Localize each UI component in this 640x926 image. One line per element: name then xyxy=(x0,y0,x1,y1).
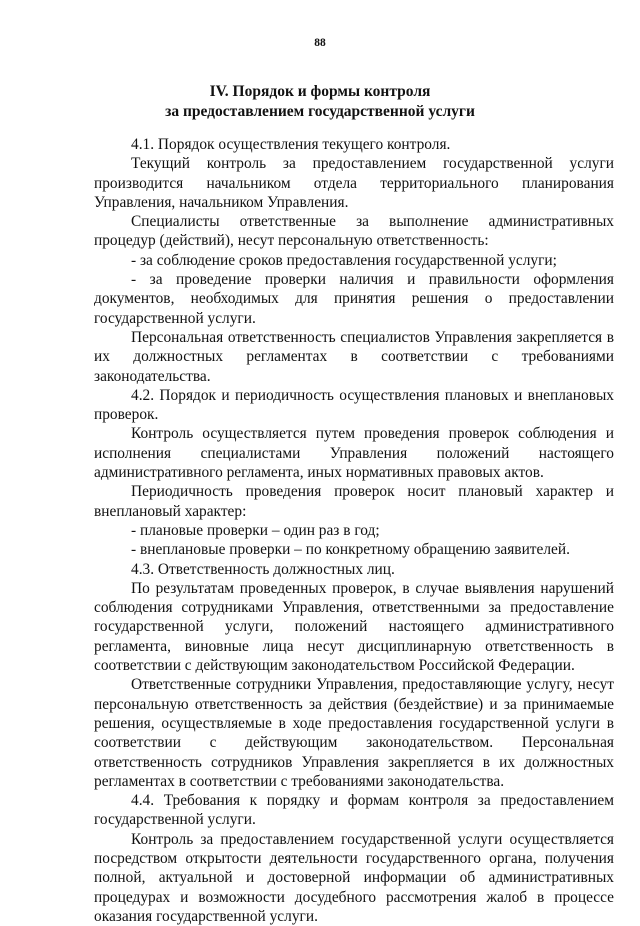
paragraph: Контроль за предоставлением государственной услуги осуществляется посредством открытости деятельности государственного органа, получения полной, актуальной и достоверной информации об административных процедурах и возможности досудебного рассмотрения жалоб в процессе оказания государственной услуги. xyxy=(94,830,614,925)
paragraph-4-2-heading: 4.2. Порядок и периодичность осуществления плановых и внеплановых проверок. xyxy=(94,386,614,424)
list-item: - за соблюдение сроков предоставления государственной услуги; xyxy=(131,251,557,269)
paragraph: Контроль осуществляется путем проведения проверок соблюдения и исполнения специалистами Управления положений настоящего административного регламента, иных нормативных правовых актов. xyxy=(94,425,614,482)
paragraph: Текущий контроль за предоставлением государственной услуги производится начальником отдела территориального планирования Управления, начальником Управления. xyxy=(94,155,614,211)
paragraph: Периодичность проведения проверок носит плановый характер и внеплановый характер: xyxy=(94,483,614,520)
paragraph: Ответственные сотрудники Управления, предоставляющие услугу, несут персональную ответственность за действия (бездействие) и за принимаемые решения, осуществляемые в ходе предоставления государственной услуги в соответствии с действующим законодательством. Персональная ответственность сотрудников Управления закрепляется в их должностных регламентах в соответствии с требованиями законодательства. xyxy=(94,676,614,790)
page-number: 88 xyxy=(314,37,326,49)
list-item: - за проведение проверки наличия и правильности оформления документов, необходимых для принятия решения о предоставлении государственной услуги. xyxy=(94,271,614,327)
body-text xyxy=(94,135,614,926)
paragraph: Персональная ответственность специалистов Управления закрепляется в их должностных регламентах в соответствии с требованиями законодательства. xyxy=(94,328,614,385)
section-title-line1: IV. Порядок и формы контроля xyxy=(209,83,431,100)
list-item: - внеплановые проверки – по конкретному обращению заявителей. xyxy=(131,541,570,559)
paragraph-4-1-heading: 4.1. Порядок осуществления текущего контроля. xyxy=(131,136,451,153)
paragraph: Специалисты ответственные за выполнение административных процедур (действий), несут персональную ответственность: xyxy=(94,213,614,250)
list-item: - плановые проверки – один раз в год; xyxy=(131,521,380,539)
section-heading xyxy=(0,82,640,122)
section-title-line2: за предоставлением государственной услуги xyxy=(165,103,475,120)
paragraph: По результатам проведенных проверок, в случае выявления нарушений соблюдения сотрудниками Управления, ответственными за предоставление государственной услуги, положений настоящего административного регламента, виновные лица несут дисциплинарную ответственность в соответствии с действующим законодательством Российской Федерации. xyxy=(94,579,614,675)
paragraph-4-4-heading: 4.4. Требования к порядку и формам контроля за предоставлением государственной услуги. xyxy=(94,792,614,829)
paragraph-4-3-heading: 4.3. Ответственность должностных лиц. xyxy=(131,560,395,578)
